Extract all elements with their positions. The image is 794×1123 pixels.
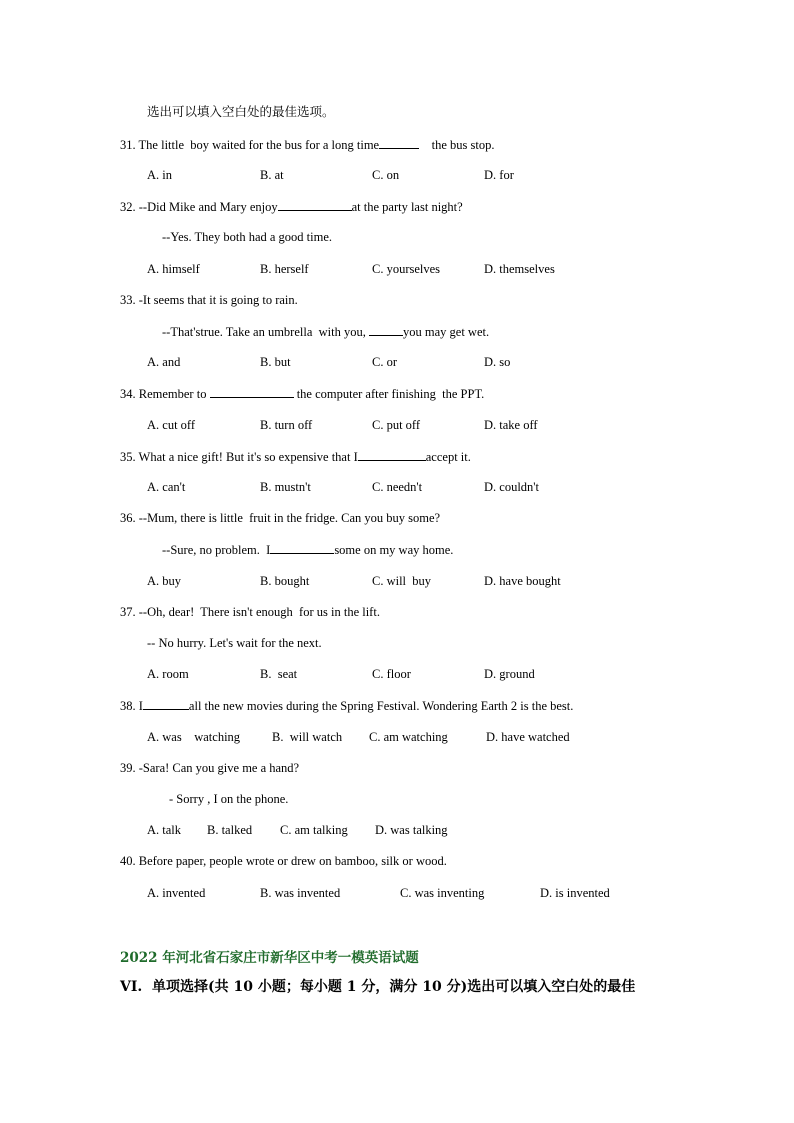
option-b: B. mustn't bbox=[260, 480, 311, 494]
question-number: 32. bbox=[120, 200, 136, 214]
option-d: D. was talking bbox=[375, 823, 448, 837]
reply-text-end: some on my way home. bbox=[334, 543, 454, 557]
question-stem: -Sara! Can you give me a hand? bbox=[138, 761, 300, 775]
question-stem: I bbox=[138, 699, 143, 713]
option-b: B. seat bbox=[260, 667, 298, 681]
option-d: D. couldn't bbox=[484, 480, 540, 494]
question-37 bbox=[120, 604, 380, 620]
option-a: A. cut off bbox=[147, 418, 196, 432]
question-stem: --Mum, there is little fruit in the fridge. Can you buy some? bbox=[138, 511, 441, 525]
option-c: C. or bbox=[372, 355, 397, 369]
question-number: 37. bbox=[120, 605, 136, 619]
option-b: B. at bbox=[260, 168, 284, 182]
option-d: D. take off bbox=[484, 418, 538, 432]
option-c: C. will buy bbox=[372, 574, 432, 588]
option-a: A. in bbox=[147, 168, 172, 182]
reply-text: --That'strue. Take an umbrella with you, bbox=[162, 325, 369, 339]
option-b: B. talked bbox=[207, 823, 253, 837]
instruction-text: 选出可以填入空白处的最佳选项。 bbox=[147, 105, 335, 119]
option-d: D. themselves bbox=[484, 262, 555, 276]
option-c: C. put off bbox=[372, 418, 421, 432]
question-stem: --Oh, dear! There isn't enough for us in the lift. bbox=[138, 605, 380, 619]
option-d: D. have bought bbox=[484, 574, 561, 588]
option-d: D. ground bbox=[484, 667, 535, 681]
option-d: D. so bbox=[484, 355, 511, 369]
question-stem: -It seems that it is going to rain. bbox=[138, 293, 298, 307]
option-a: A. talk bbox=[147, 823, 182, 837]
answer-blank bbox=[379, 136, 419, 149]
option-c: C. am talking bbox=[280, 823, 348, 837]
question-35 bbox=[120, 448, 471, 465]
option-c: C. was inventing bbox=[400, 886, 485, 900]
question-number: 36. bbox=[120, 511, 136, 525]
answer-blank bbox=[358, 448, 426, 461]
option-c: C. floor bbox=[372, 667, 411, 681]
question-number: 34. bbox=[120, 387, 136, 401]
exam-title: 2022 年河北省石家庄市新华区中考一模英语试题 bbox=[120, 950, 419, 966]
option-b: B. herself bbox=[260, 262, 309, 276]
section-heading: VI. 单项选择(共 10 小题；每小题 1 分，满分 10 分)选出可以填入空白处的最佳 bbox=[120, 979, 636, 995]
option-d: D. have watched bbox=[486, 730, 570, 744]
option-a: A. room bbox=[147, 667, 189, 681]
option-d: D. is invented bbox=[540, 886, 610, 900]
answer-blank bbox=[278, 198, 352, 211]
question-number: 35. bbox=[120, 450, 136, 464]
option-a: A. invented bbox=[147, 886, 206, 900]
option-a: A. was watching bbox=[147, 730, 241, 744]
question-reply: - Sorry , I on the phone. bbox=[169, 792, 289, 806]
question-stem-end: all the new movies during the Spring Festival. Wondering Earth 2 is the best. bbox=[188, 699, 574, 713]
option-c: C. yourselves bbox=[372, 262, 441, 276]
question-number: 31. bbox=[120, 138, 136, 152]
question-reply bbox=[162, 541, 453, 558]
question-number: 38. bbox=[120, 699, 136, 713]
question-39 bbox=[120, 760, 299, 776]
question-stem-end: accept it. bbox=[425, 450, 471, 464]
option-d: D. for bbox=[484, 168, 514, 182]
option-a: A. himself bbox=[147, 262, 200, 276]
option-b: B. bought bbox=[260, 574, 310, 588]
option-a: A. buy bbox=[147, 574, 182, 588]
question-31 bbox=[120, 136, 494, 153]
question-32 bbox=[120, 198, 463, 215]
answer-blank bbox=[270, 541, 334, 554]
option-b: B. but bbox=[260, 355, 291, 369]
reply-text: --Sure, no problem. I bbox=[162, 543, 271, 557]
option-c: C. am watching bbox=[369, 730, 448, 744]
option-c: C. on bbox=[372, 168, 400, 182]
question-reply: --Yes. They both had a good time. bbox=[162, 230, 333, 244]
option-a: A. and bbox=[147, 355, 181, 369]
question-stem: --Did Mike and Mary enjoy bbox=[138, 200, 278, 214]
answer-blank bbox=[143, 697, 189, 710]
question-34 bbox=[120, 385, 484, 402]
question-36 bbox=[120, 510, 440, 526]
question-stem: Remember to bbox=[138, 387, 210, 401]
question-40 bbox=[120, 853, 447, 869]
option-b: B. will watch bbox=[272, 730, 343, 744]
question-number: 40. bbox=[120, 854, 136, 868]
question-number: 39. bbox=[120, 761, 136, 775]
question-stem-end: at the party last night? bbox=[351, 200, 463, 214]
option-c: C. needn't bbox=[372, 480, 423, 494]
option-b: B. was invented bbox=[260, 886, 341, 900]
question-reply: -- No hurry. Let's wait for the next. bbox=[147, 636, 322, 650]
question-number: 33. bbox=[120, 293, 136, 307]
question-reply bbox=[162, 323, 489, 340]
question-stem: What a nice gift! But it's so expensive that I bbox=[138, 450, 358, 464]
answer-blank bbox=[210, 385, 294, 398]
option-b: B. turn off bbox=[260, 418, 313, 432]
option-a: A. can't bbox=[147, 480, 186, 494]
question-stem: Before paper, people wrote or drew on bamboo, silk or wood. bbox=[138, 854, 447, 868]
question-stem-end: the computer after finishing the PPT. bbox=[293, 387, 485, 401]
reply-text-end: you may get wet. bbox=[403, 325, 490, 339]
question-38 bbox=[120, 697, 573, 714]
question-33 bbox=[120, 292, 298, 308]
question-stem-end: the bus stop. bbox=[419, 138, 495, 152]
question-stem: The little boy waited for the bus for a long time bbox=[138, 138, 380, 152]
answer-blank bbox=[369, 323, 403, 336]
